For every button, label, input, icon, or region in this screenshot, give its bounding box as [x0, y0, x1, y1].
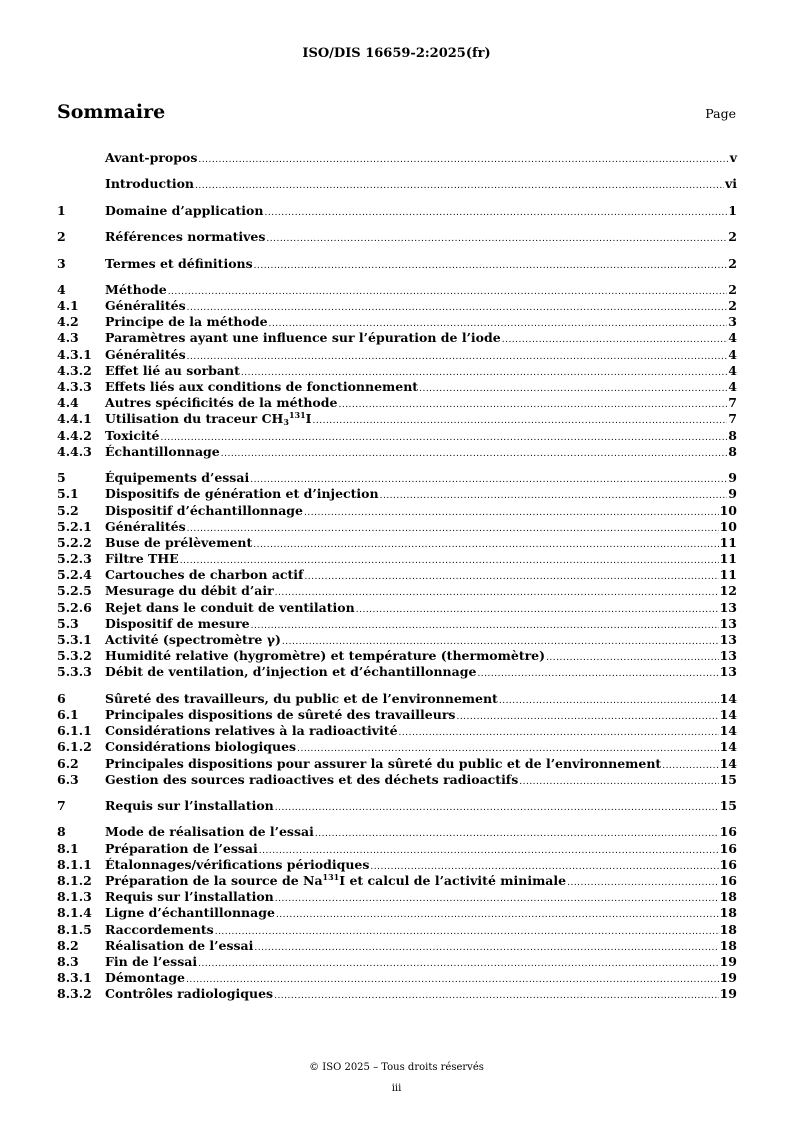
toc-entry-page[interactable]: 19 — [719, 986, 737, 1002]
toc-entry-number: 8 — [57, 824, 66, 840]
toc-title-row — [57, 101, 736, 125]
toc-entry-number: 8.3 — [57, 953, 79, 969]
toc-entry-page[interactable]: 8 — [728, 427, 737, 443]
toc-entry-number: 8.1.5 — [57, 921, 92, 937]
toc-entry-page[interactable]: 11 — [719, 551, 737, 567]
toc-entry[interactable] — [57, 363, 737, 379]
toc-entry-number: 4.4.3 — [57, 443, 92, 459]
toc-entry-page[interactable]: 16 — [719, 873, 737, 888]
toc-dot-leader — [499, 693, 719, 709]
toc-entry-label[interactable]: Considérations biologiques — [105, 739, 297, 755]
toc-entry-label[interactable]: Domaine d’application — [105, 202, 264, 218]
toc-dot-leader — [198, 956, 719, 972]
toc-entry[interactable] — [57, 583, 737, 599]
toc-dot-leader — [275, 891, 719, 907]
toc-entry-page[interactable]: 19 — [719, 970, 737, 986]
toc-entry[interactable] — [57, 905, 737, 921]
toc-entry[interactable] — [57, 395, 737, 411]
toc-entry-label[interactable]: Activité (spectromètre γ) — [105, 632, 281, 647]
toc-entry-number: 5.3.2 — [57, 648, 92, 664]
toc-entry-page[interactable]: 4 — [728, 330, 737, 346]
toc-entry-label[interactable]: Dispositifs de génération et d’injection — [105, 486, 379, 502]
toc-entry-label[interactable]: Réalisation de l’essai — [105, 937, 254, 953]
toc-entry-page[interactable]: 14 — [719, 706, 737, 722]
toc-entry-label[interactable]: Introduction — [105, 176, 195, 192]
toc-dot-leader — [356, 602, 719, 618]
toc-entry-label[interactable]: Effets liés aux conditions de fonctionnement — [105, 379, 419, 394]
toc-dot-leader — [315, 826, 719, 842]
toc-entry-page[interactable]: 18 — [719, 921, 737, 937]
toc-entry[interactable] — [57, 256, 737, 272]
toc-entry[interactable] — [57, 691, 737, 707]
toc-entry-number: 4.4.2 — [57, 427, 92, 443]
toc-entry-page[interactable]: 10 — [719, 518, 737, 534]
toc-entry-label[interactable]: Généralités — [105, 298, 186, 314]
toc-entry[interactable] — [57, 739, 737, 755]
toc-entry-label[interactable]: Considérations relatives à la radioactivité — [105, 723, 398, 739]
toc-entry-page[interactable]: 7 — [728, 395, 737, 411]
toc-entry[interactable] — [57, 150, 737, 166]
toc-entry-page[interactable]: 10 — [719, 502, 737, 518]
toc-dot-leader — [264, 205, 727, 221]
toc-dot-leader — [251, 618, 719, 634]
toc-entry-number: 8.1.4 — [57, 905, 92, 921]
toc-entry-label[interactable]: Buse de prélèvement — [105, 534, 253, 550]
toc-entry-page[interactable]: 11 — [719, 567, 737, 583]
toc-entry-label[interactable]: Cartouches de charbon actif — [105, 567, 304, 583]
toc-entry[interactable] — [57, 648, 737, 664]
toc-entry-page[interactable]: 1 — [728, 202, 737, 218]
toc-entry[interactable] — [57, 347, 737, 363]
toc-entry[interactable] — [57, 798, 737, 814]
toc-entry[interactable] — [57, 486, 737, 502]
toc-entry-number: 4.2 — [57, 314, 79, 330]
toc-entry-number: 4.3.1 — [57, 346, 92, 362]
toc-entry-page[interactable]: vi — [724, 176, 737, 192]
toc-entry-label[interactable]: Étalonnages/vérifications périodiques — [105, 856, 370, 872]
toc-entry-number: 6.1.1 — [57, 723, 92, 739]
toc-entry-number: 5 — [57, 470, 66, 486]
toc-entry-number: 6.1 — [57, 706, 79, 722]
toc-entry-label[interactable]: Fin de l’essai — [105, 953, 198, 969]
toc-entry-label[interactable]: Requis sur l’installation — [105, 889, 274, 905]
toc-entry-page[interactable]: 16 — [719, 840, 737, 856]
toc-entry-number: 4.4.1 — [57, 411, 92, 427]
toc-dot-leader — [313, 413, 728, 429]
toc-entry[interactable] — [57, 873, 737, 889]
toc-dot-leader — [198, 152, 728, 168]
toc-entry[interactable] — [57, 723, 737, 739]
toc-entry-number: 4.3 — [57, 330, 79, 346]
toc-entry-number: 4.3.3 — [57, 379, 92, 394]
toc-entry-label[interactable]: Généralités — [105, 518, 186, 534]
toc-entry-page[interactable]: 15 — [719, 798, 737, 814]
toc-entry[interactable] — [57, 632, 737, 648]
toc-entry-page[interactable]: 18 — [719, 889, 737, 905]
toc-entry-label[interactable]: Termes et définitions — [105, 255, 253, 271]
toc-dot-leader — [338, 397, 727, 413]
toc-dot-leader — [502, 332, 728, 348]
toc-entry-number: 1 — [57, 202, 66, 218]
toc-entry[interactable] — [57, 444, 737, 460]
toc-entry-number: 8.1.1 — [57, 856, 92, 872]
toc-entry-number: 8.1.3 — [57, 889, 92, 905]
toc-entry-page[interactable]: 2 — [728, 229, 737, 245]
toc-entry[interactable] — [57, 470, 737, 486]
toc-dot-leader — [304, 569, 718, 585]
toc-entry-label[interactable]: Méthode — [105, 281, 167, 297]
toc-entry-label[interactable]: Préparation de la source de Na$^{131}$I et calcul de l’activité minimale — [105, 872, 567, 888]
toc-entry-page[interactable]: 19 — [719, 953, 737, 969]
toc-entry[interactable] — [57, 330, 737, 346]
toc-entry-number: 6 — [57, 690, 66, 706]
toc-entry-page[interactable]: 13 — [719, 615, 737, 631]
toc-dot-leader — [254, 940, 718, 956]
toc-entry-label[interactable]: Autres spécificités de la méthode — [105, 395, 338, 411]
toc-dot-leader — [546, 650, 719, 666]
toc-entry-label[interactable]: Gestion des sources radioactives et des déchets radioactifs — [105, 771, 519, 787]
toc-entry-number: 8.1.2 — [57, 873, 92, 888]
toc-entry[interactable] — [57, 922, 737, 938]
toc-entry[interactable] — [57, 756, 737, 772]
toc-entry-label[interactable]: Principe de la méthode — [105, 314, 268, 330]
toc-entry-label[interactable]: Effet lié au sorbant — [105, 362, 240, 378]
toc-entry[interactable] — [57, 824, 737, 840]
toc-entry-page[interactable]: 18 — [719, 937, 737, 953]
toc-dot-leader — [380, 488, 728, 504]
toc-entry[interactable] — [57, 551, 737, 567]
toc-dot-leader — [254, 258, 728, 274]
toc-entry-label[interactable]: Toxicité — [105, 427, 160, 443]
toc-entry-number: 6.2 — [57, 755, 79, 771]
toc-entry[interactable] — [57, 503, 737, 519]
toc-entry[interactable] — [57, 314, 737, 330]
toc-entry-page[interactable]: 2 — [728, 281, 737, 297]
toc-entry[interactable] — [57, 519, 737, 535]
toc-entry-number: 5.2.6 — [57, 599, 92, 615]
toc-entry-number: 8.3.1 — [57, 970, 92, 986]
toc-entry-page[interactable]: 13 — [719, 632, 737, 647]
toc-dot-leader — [662, 758, 718, 774]
toc-dot-leader — [275, 800, 719, 816]
toc-entry-number: 2 — [57, 229, 66, 245]
toc-dot-leader — [274, 988, 719, 1004]
toc-entry-number: 5.3.3 — [57, 664, 92, 680]
footer-page-number: iii — [391, 1083, 402, 1094]
toc-entry-label[interactable]: Généralités — [105, 346, 186, 362]
toc-entry[interactable] — [57, 428, 737, 444]
toc-entry-number: 5.3 — [57, 615, 79, 631]
toc-entry-label[interactable]: Ligne d’échantillonnage — [105, 905, 275, 921]
table-of-contents — [57, 150, 737, 1003]
toc-entry[interactable] — [57, 772, 737, 788]
toc-entry[interactable] — [57, 298, 737, 314]
toc-entry-page[interactable]: 12 — [719, 583, 737, 599]
toc-entry[interactable] — [57, 282, 737, 298]
toc-entry-label[interactable]: Débit de ventilation, d’injection et d’échantillonnage — [105, 664, 477, 680]
toc-dot-leader — [221, 446, 728, 462]
toc-entry[interactable] — [57, 379, 737, 395]
toc-entry[interactable] — [57, 535, 737, 551]
toc-entry-label[interactable]: Références normatives — [105, 229, 266, 245]
toc-entry-label[interactable]: Raccordements — [105, 921, 214, 937]
toc-entry-number: 5.3.1 — [57, 632, 92, 647]
toc-entry-page[interactable]: 9 — [728, 470, 737, 486]
toc-entry-number: 8.1 — [57, 840, 79, 856]
toc-entry-label[interactable]: Filtre THE — [105, 551, 179, 567]
toc-entry-page[interactable]: 4 — [728, 379, 737, 394]
toc-dot-leader — [304, 505, 719, 521]
toc-entry-number: 4.4 — [57, 395, 79, 411]
toc-dot-leader — [215, 924, 719, 940]
toc-entry-number: 6.1.2 — [57, 739, 92, 755]
toc-entry[interactable] — [57, 707, 737, 723]
document-header: ISO/DIS 16659-2:2025(fr) — [302, 46, 491, 61]
toc-entry[interactable] — [57, 229, 737, 245]
toc-entry-page[interactable]: 14 — [719, 723, 737, 739]
toc-entry[interactable] — [57, 970, 737, 986]
toc-entry[interactable] — [57, 203, 737, 219]
toc-entry[interactable] — [57, 411, 737, 427]
toc-entry-page[interactable]: 11 — [719, 534, 737, 550]
toc-title: Sommaire — [57, 101, 166, 123]
toc-entry-page[interactable]: 18 — [719, 905, 737, 921]
toc-entry-label[interactable]: Sûreté des travailleurs, du public et de l’environnement — [105, 690, 498, 706]
toc-entry-number: 4 — [57, 281, 66, 297]
toc-entry-number: 6.3 — [57, 771, 79, 787]
toc-entry-page[interactable]: 14 — [719, 690, 737, 706]
toc-entry-number: 4.1 — [57, 298, 79, 314]
toc-entry-page[interactable]: 2 — [728, 298, 737, 314]
toc-entry-number: 5.2.1 — [57, 518, 92, 534]
toc-entry-page[interactable]: 14 — [719, 739, 737, 755]
toc-entry-number: 5.1 — [57, 486, 79, 502]
toc-entry-number: 7 — [57, 798, 66, 814]
toc-entry-label[interactable]: Principales dispositions de sûreté des travailleurs — [105, 706, 456, 722]
toc-entry-label[interactable]: Utilisation du traceur $CH_3^{131}I$ — [105, 410, 312, 428]
toc-entry[interactable] — [57, 938, 737, 954]
toc-entry[interactable] — [57, 841, 737, 857]
toc-entry-label[interactable]: Paramètres ayant une influence sur l’épuration de l’iode — [105, 330, 501, 346]
toc-entry[interactable] — [57, 616, 737, 632]
toc-entry-number: 5.2.5 — [57, 583, 92, 599]
toc-dot-leader — [477, 666, 718, 682]
toc-entry[interactable] — [57, 986, 737, 1002]
toc-entry[interactable] — [57, 954, 737, 970]
toc-entry-label[interactable]: Dispositif d’échantillonnage — [105, 502, 303, 518]
toc-dot-leader — [195, 178, 724, 194]
toc-entry-page[interactable]: 4 — [728, 362, 737, 378]
toc-entry-number: 5.2.3 — [57, 551, 92, 567]
toc-dot-leader — [168, 284, 728, 300]
toc-dot-leader — [519, 774, 718, 790]
toc-entry-number: 8.2 — [57, 937, 79, 953]
toc-entry-number: 5.2.2 — [57, 534, 92, 550]
toc-entry[interactable] — [57, 857, 737, 873]
toc-dot-leader — [187, 349, 728, 365]
toc-entry-page[interactable]: 15 — [719, 771, 737, 787]
toc-entry-page[interactable]: 3 — [728, 314, 737, 330]
toc-entry-number: 8.3.2 — [57, 986, 92, 1002]
toc-entry-label[interactable]: Équipements d’essai — [105, 470, 250, 486]
toc-entry-number: 3 — [57, 255, 66, 271]
toc-dot-leader — [266, 231, 727, 247]
toc-dot-leader — [419, 381, 727, 397]
toc-entry[interactable] — [57, 664, 737, 680]
toc-dot-leader — [456, 709, 718, 725]
toc-entry-label[interactable]: Démontage — [105, 970, 186, 986]
toc-entry-label[interactable]: Mode de réalisation de l’essai — [105, 824, 314, 840]
toc-entry-label[interactable]: Préparation de l’essai — [105, 840, 258, 856]
toc-dot-leader — [161, 430, 728, 446]
toc-entry-page[interactable]: 4 — [728, 346, 737, 362]
toc-entry-label[interactable]: Requis sur l’installation — [105, 798, 274, 814]
toc-entry[interactable] — [57, 176, 737, 192]
toc-entry-page[interactable]: v — [729, 150, 737, 165]
toc-entry-page[interactable]: 13 — [719, 599, 737, 615]
toc-page-column-label: Page — [705, 106, 736, 121]
toc-entry-page[interactable]: 14 — [719, 755, 737, 771]
toc-entry-number: 5.2.4 — [57, 567, 92, 583]
toc-entry-page[interactable]: 9 — [728, 486, 737, 502]
toc-dot-leader — [253, 537, 718, 553]
toc-entry-label[interactable]: Rejet dans le conduit de ventilation — [105, 599, 355, 615]
toc-entry-label[interactable]: Échantillonnage — [105, 443, 220, 459]
toc-entry-page[interactable]: 13 — [719, 664, 737, 680]
toc-dot-leader — [276, 907, 719, 923]
toc-entry-label[interactable]: Avant-propos — [105, 150, 198, 165]
toc-entry-label[interactable]: Mesurage du débit d’air — [105, 583, 274, 599]
toc-entry-page[interactable]: 8 — [728, 443, 737, 459]
toc-entry-number: 4.3.2 — [57, 362, 92, 378]
toc-entry-label[interactable]: Principales dispositions pour assurer la sûreté du public et de l’environnement — [105, 755, 662, 771]
toc-entry[interactable] — [57, 567, 737, 583]
toc-entry-label[interactable]: Contrôles radiologiques — [105, 986, 274, 1002]
toc-entry-page[interactable]: 16 — [719, 824, 737, 840]
toc-entry-label[interactable]: Dispositif de mesure — [105, 615, 250, 631]
toc-entry-label[interactable]: Humidité relative (hygromètre) et température (thermomètre) — [105, 648, 546, 664]
toc-entry[interactable] — [57, 600, 737, 616]
toc-dot-leader — [567, 875, 719, 891]
toc-entry-page[interactable]: 2 — [728, 255, 737, 271]
footer-copyright: © ISO 2025 – Tous droits réservés — [309, 1062, 484, 1073]
toc-dot-leader — [187, 521, 719, 537]
toc-entry-page[interactable]: 7 — [728, 411, 737, 427]
toc-entry-page[interactable]: 13 — [719, 648, 737, 664]
toc-entry-page[interactable]: 16 — [719, 856, 737, 872]
toc-entry-number: 5.2 — [57, 502, 79, 518]
toc-entry[interactable] — [57, 889, 737, 905]
toc-dot-leader — [399, 725, 719, 741]
